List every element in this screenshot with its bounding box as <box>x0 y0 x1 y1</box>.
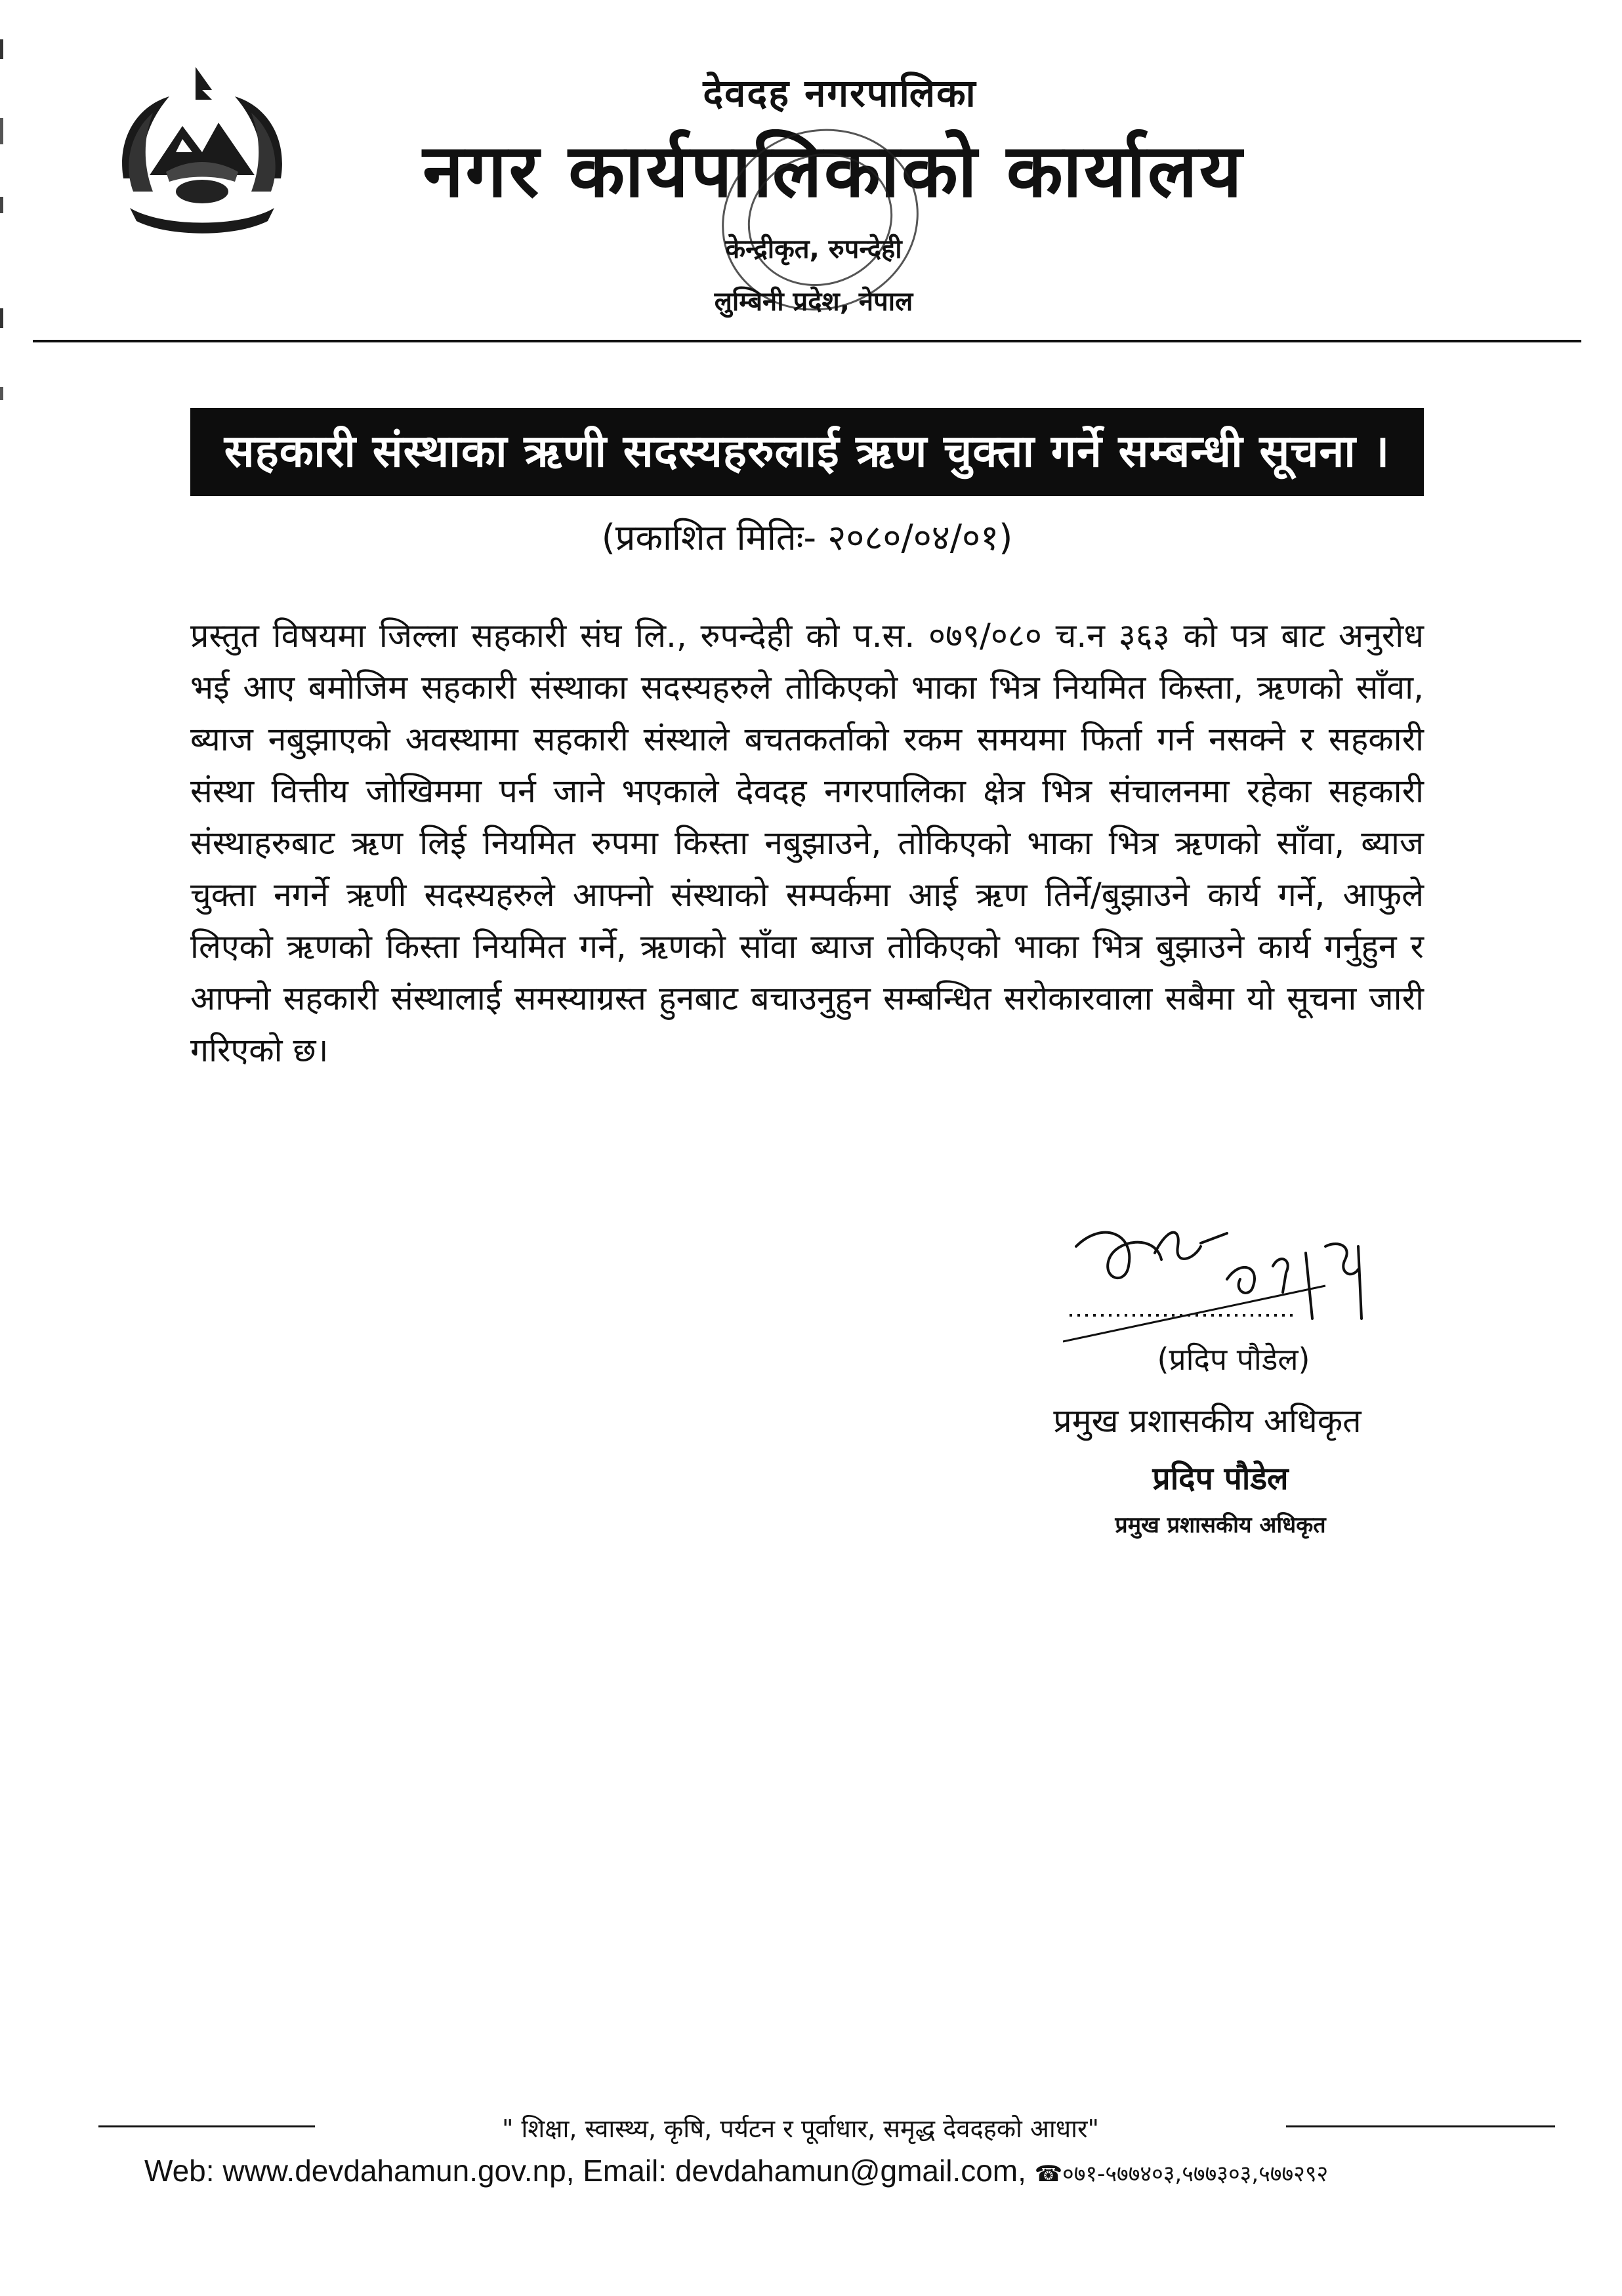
signatory-name: (प्रदिप पौडेल) <box>1157 1342 1310 1377</box>
nepal-government-emblem-icon <box>104 60 301 237</box>
name-stamp: प्रदिप पौडेल <box>1152 1460 1289 1497</box>
notice-body <box>190 610 1424 1076</box>
website-text: Web: www.devdahamun.gov.np, <box>144 2154 575 2188</box>
address-line-1: केन्द्रीकृत, रुपन्देही <box>725 234 902 264</box>
header-divider <box>33 340 1581 342</box>
email-text: Email: devdahamun@gmail.com, <box>583 2154 1026 2188</box>
signatory-designation: प्रमुख प्रशासकीय अधिकृत <box>1053 1402 1362 1440</box>
notice-title: सहकारी संस्थाका ऋणी सदस्यहरुलाई ऋण चुक्ता गर्ने सम्बन्धी सूचना । <box>224 426 1390 478</box>
phone-text: ☎०७१-५७७४०३,५७७३०३,५७७२९२ <box>1034 2161 1329 2187</box>
notice-title-banner <box>190 408 1424 496</box>
footer-contact <box>144 2153 1522 2188</box>
address-line-2: लुम्बिनी प्रदेश, नेपाल <box>714 287 913 317</box>
notice-paragraph: प्रस्तुत विषयमा जिल्ला सहकारी संघ लि., रुपन्देही को प.स. ०७९/०८० च.न ३६३ को पत्र बाट अनुरोध भई आए बमोजिम सहकारी संस्थाका सदस्यहरुले तोकिएको भाका भित्र नियमित किस्ता, ऋणको साँवा, ब्याज नबुझाएको अवस्थामा सहकारी संस्थाले बचतकर्ताको रकम समयमा फिर्ता गर्न नसक्ने र सहकारी संस्था वित्तीय जोखिममा पर्न जाने भएकाले देवदह नगरपालिका क्षेत्र भित्र संचालनमा रहेका सहकारी संस्थाहरुबाट ऋण लिई नियमित रुपमा किस्ता नबुझाउने, तोकिएको भाका भित्र ऋणको साँवा, ब्याज चुक्ता नगर्ने ऋणी सदस्यहरुले आफ्नो संस्थाको सम्पर्कमा आई ऋण तिर्ने/बुझाउने कार्य गर्ने, आफुले लिएको ऋणको किस्ता नियमित गर्ने, ऋणको साँवा ब्याज तोकिएको भाका भित्र बुझाउने कार्य गर्नुहुन र आफ्नो सहकारी संस्थालाई समस्याग्रस्त हुनबाट बचाउनुहुन सम्बन्धित सरोकारवाला सबैमा यो सूचना जारी गरिएको छ। <box>190 617 1424 1069</box>
footer-motto: " शिक्षा, स्वास्थ्य, कृषि, पर्यटन र पूर्वाधार, समृद्ध देवदहको आधार" <box>315 2111 1286 2145</box>
published-date: (प्रकाशित मितिः- २०८०/०४/०१) <box>601 517 1013 558</box>
municipality-name: देवदह नगरपालिका <box>703 71 977 115</box>
scan-edge-marks <box>0 0 5 407</box>
designation-stamp: प्रमुख प्रशासकीय अधिकृत <box>1115 1512 1326 1538</box>
office-title: नगर कार्यपालिकाको कार्यालय <box>423 129 1244 214</box>
